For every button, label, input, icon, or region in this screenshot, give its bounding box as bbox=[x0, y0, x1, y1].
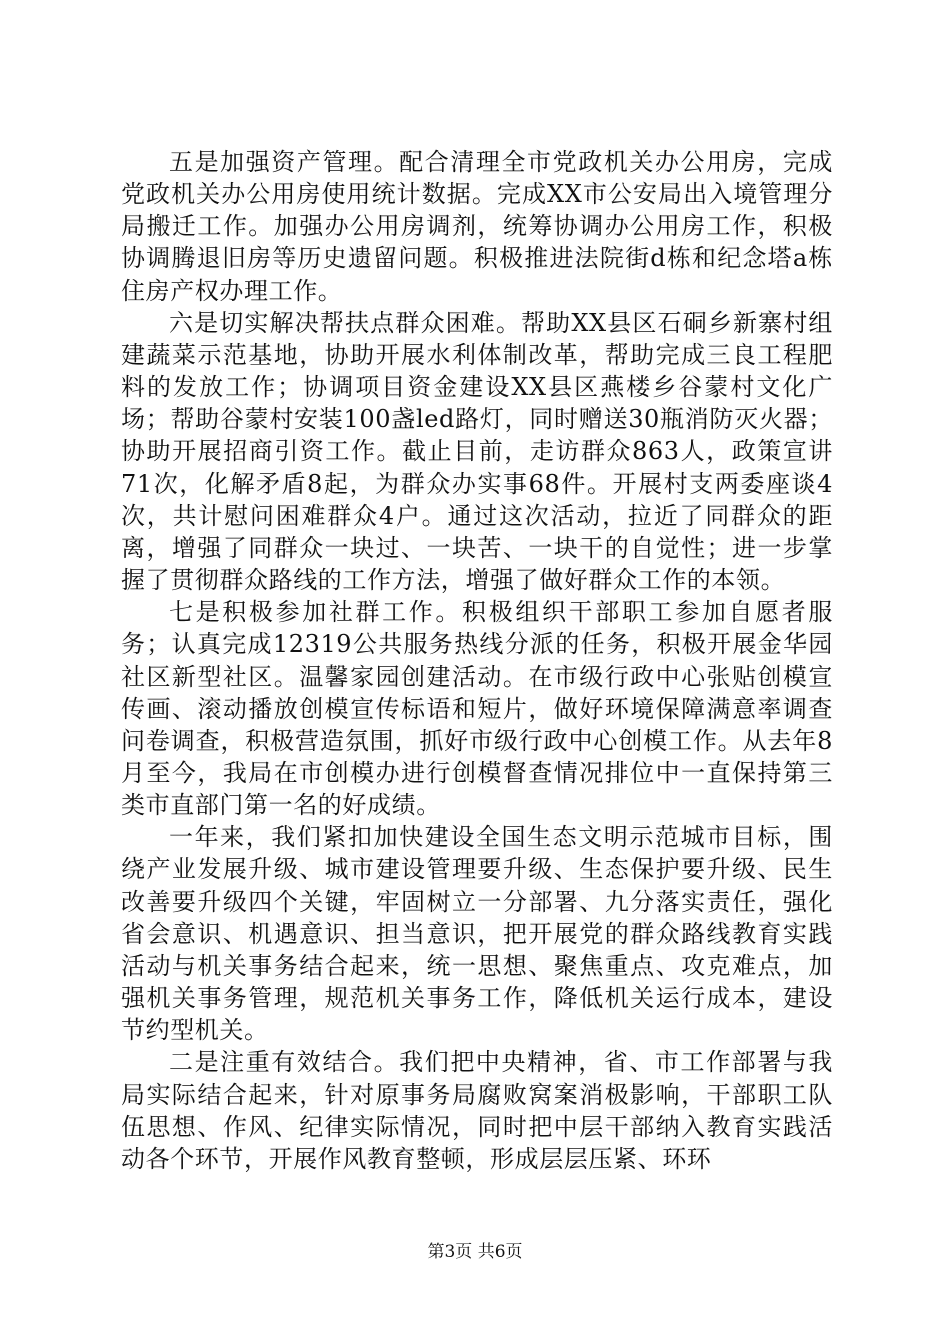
paragraph-annual-summary: 一年来，我们紧扣加快建设全国生态文明示范城市目标，围绕产业发展升级、城市建设管理要升级、生态保护要升级、民生改善要升级四个关键，牢固树立一分部署、九分落实责任，强化省会意识、机遇意识、担当意识，把开展党的群众路线教育实践活动与机关事务结合起来，统一思想、聚焦重点、攻克难点，加强机关事务管理，规范机关事务工作，降低机关运行成本，建设节约型机关。 bbox=[121, 823, 833, 1045]
paragraph-poverty-assistance: 六是切实解决帮扶点群众困难。帮助XX县区石硐乡新寨村组建蔬菜示范基地，协助开展水利体制改革，帮助完成三良工程肥料的发放工作；协调项目资金建设XX县区燕楼乡谷蒙村文化广场；帮助谷蒙村安装100盏led路灯，同时赠送30瓶消防灭火器；协助开展招商引资工作。截止目前，走访群众863人，政策宣讲71次，化解矛盾8起，为群众办实事68件。开展村支两委座谈4次，共计慰问困难群众4户。通过这次活动，拉近了同群众的距离，增强了同群众一块过、一块苦、一块干的自觉性；进一步掌握了贯彻群众路线的工作方法，增强了做好群众工作的本领。 bbox=[121, 308, 833, 595]
paragraph-community-work: 七是积极参加社群工作。积极组织干部职工参加自愿者服务；认真完成12319公共服务热线分派的任务，积极开展金华园社区新型社区。温馨家园创建活动。在市级行政中心张贴创模宣传画、滚动播放创模宣传标语和短片，做好环境保障满意率调查问卷调查，积极营造氛围，抓好市级行政中心创模工作。从去年8月至今，我局在市创模办进行创模督查情况排位中一直保持第三类市直部门第一名的好成绩。 bbox=[121, 598, 833, 820]
page-number-footer: 第3页 共6页 bbox=[427, 1242, 523, 1262]
paragraph-asset-management: 五是加强资产管理。配合清理全市党政机关办公用房，完成党政机关办公用房使用统计数据。完成XX市公安局出入境管理分局搬迁工作。加强办公用房调剂，统筹协调办公用房工作，积极协调腾退旧房等历史遗留问题。积极推进法院街d栋和纪念塔a栋住房产权办理工作。 bbox=[121, 148, 833, 305]
document-body bbox=[121, 146, 833, 1175]
paragraph-effective-combination: 二是注重有效结合。我们把中央精神，省、市工作部署与我局实际结合起来，针对原事务局腐败窝案消极影响，干部职工队伍思想、作风、纪律实际情况，同时把中层干部纳入教育实践活动各个环节，开展作风教育整顿，形成层层压紧、环环 bbox=[121, 1048, 833, 1173]
